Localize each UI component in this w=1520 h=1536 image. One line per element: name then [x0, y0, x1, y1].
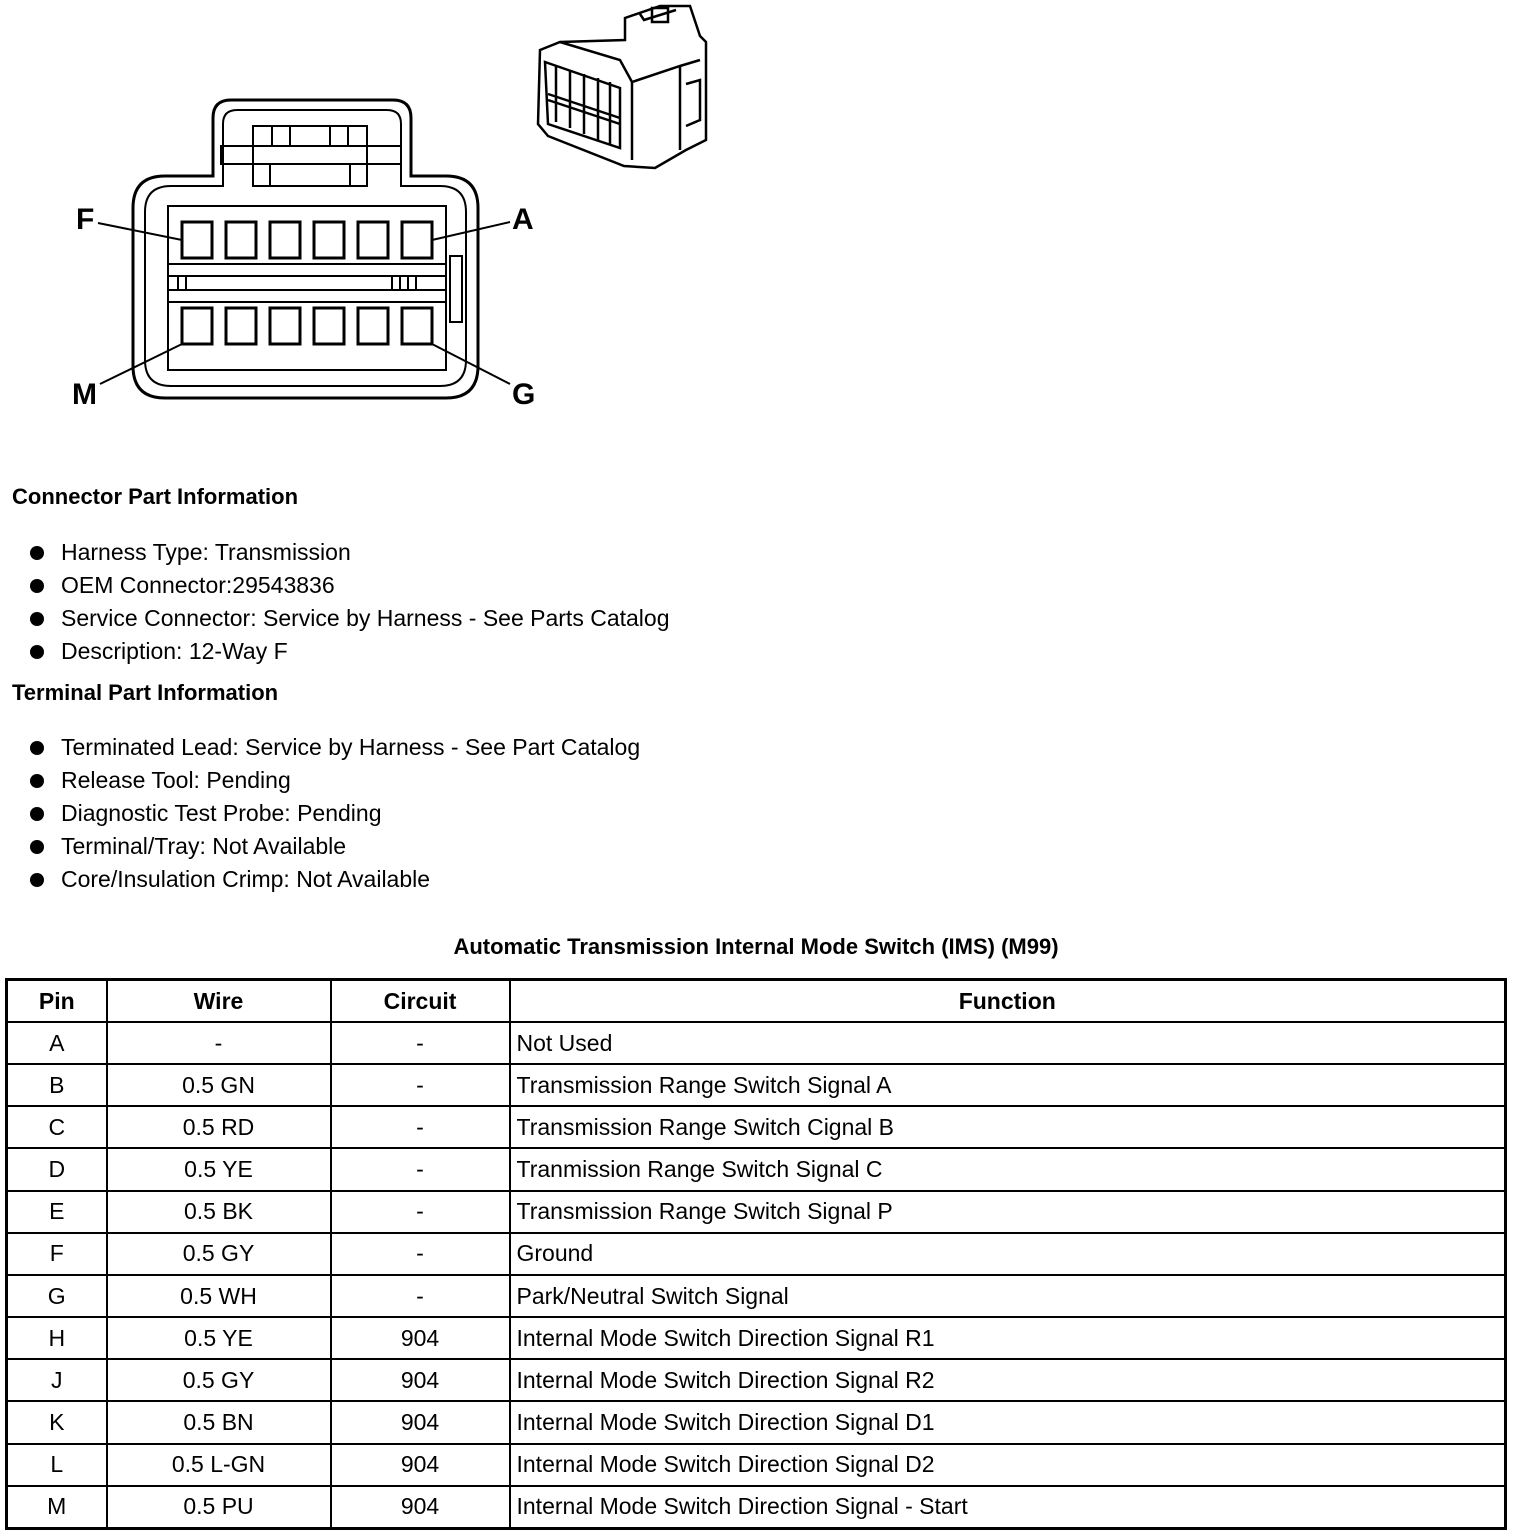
- pin-cell: J: [7, 1359, 107, 1401]
- pin-cell: H: [7, 1317, 107, 1359]
- connector-diagram: [0, 0, 760, 430]
- table-header-row: [7, 980, 1506, 1023]
- list-item: OEM Connector:29543836: [28, 569, 670, 602]
- circuit-cell: -: [331, 1191, 510, 1233]
- circuit-cell: 904: [331, 1401, 510, 1443]
- list-item: Service Connector: Service by Harness - See Parts Catalog: [28, 602, 670, 635]
- function-cell: Ground: [510, 1233, 1506, 1275]
- circuit-cell: 904: [331, 1359, 510, 1401]
- table-row: [7, 1401, 1506, 1443]
- function-cell: Internal Mode Switch Direction Signal - Start: [510, 1486, 1506, 1529]
- circuit-cell: -: [331, 1022, 510, 1064]
- pin-cell: A: [7, 1022, 107, 1064]
- wire-cell: 0.5 YE: [107, 1317, 331, 1359]
- circuit-cell: -: [331, 1106, 510, 1148]
- wire-cell: 0.5 WH: [107, 1275, 331, 1317]
- table-row: [7, 1317, 1506, 1359]
- connector-info-list: [28, 536, 670, 668]
- pin-label-g: G: [512, 378, 536, 411]
- function-cell: Internal Mode Switch Direction Signal R2: [510, 1359, 1506, 1401]
- wire-cell: 0.5 BK: [107, 1191, 331, 1233]
- wire-cell: 0.5 YE: [107, 1148, 331, 1190]
- circuit-cell: -: [331, 1064, 510, 1106]
- pin-cell: D: [7, 1148, 107, 1190]
- pin-label-a: A: [512, 203, 534, 236]
- connector-face-outline: [133, 100, 478, 398]
- table-row: [7, 1233, 1506, 1275]
- connector-info-heading: Connector Part Information: [12, 484, 299, 509]
- column-header-wire: Wire: [107, 980, 331, 1023]
- list-item: Release Tool: Pending: [28, 764, 640, 797]
- terminal-info-list: [28, 731, 640, 896]
- function-cell: Park/Neutral Switch Signal: [510, 1275, 1506, 1317]
- wire-cell: 0.5 BN: [107, 1401, 331, 1443]
- table-row: [7, 1444, 1506, 1486]
- column-header-circuit: Circuit: [331, 980, 510, 1023]
- pin-cell: B: [7, 1064, 107, 1106]
- table-row: [7, 1486, 1506, 1529]
- circuit-cell: 904: [331, 1486, 510, 1529]
- pin-cell: G: [7, 1275, 107, 1317]
- list-item: Core/Insulation Crimp: Not Available: [28, 863, 640, 896]
- table-row: [7, 1359, 1506, 1401]
- wire-cell: 0.5 GN: [107, 1064, 331, 1106]
- function-cell: Not Used: [510, 1022, 1506, 1064]
- function-cell: Internal Mode Switch Direction Signal D2: [510, 1444, 1506, 1486]
- wire-cell: 0.5 GY: [107, 1359, 331, 1401]
- table-row: [7, 1148, 1506, 1190]
- list-item: Harness Type: Transmission: [28, 536, 670, 569]
- function-cell: Transmission Range Switch Signal P: [510, 1191, 1506, 1233]
- table-row: [7, 1106, 1506, 1148]
- circuit-cell: 904: [331, 1317, 510, 1359]
- wire-cell: 0.5 RD: [107, 1106, 331, 1148]
- terminal-info-heading: Terminal Part Information: [12, 680, 279, 705]
- pin-cell: L: [7, 1444, 107, 1486]
- table-row: [7, 1022, 1506, 1064]
- function-cell: Internal Mode Switch Direction Signal R1: [510, 1317, 1506, 1359]
- table-title: Automatic Transmission Internal Mode Switch (IMS) (M99): [453, 934, 1059, 959]
- circuit-cell: -: [331, 1148, 510, 1190]
- pin-cell: M: [7, 1486, 107, 1529]
- circuit-cell: 904: [331, 1444, 510, 1486]
- list-item: Description: 12-Way F: [28, 635, 670, 668]
- list-item: Terminal/Tray: Not Available: [28, 830, 640, 863]
- pin-cell: F: [7, 1233, 107, 1275]
- wire-cell: 0.5 PU: [107, 1486, 331, 1529]
- wire-cell: 0.5 L-GN: [107, 1444, 331, 1486]
- circuit-cell: -: [331, 1233, 510, 1275]
- column-header-pin: Pin: [7, 980, 107, 1023]
- table-row: [7, 1191, 1506, 1233]
- wire-cell: 0.5 GY: [107, 1233, 331, 1275]
- pin-cell: C: [7, 1106, 107, 1148]
- pin-cell: E: [7, 1191, 107, 1233]
- list-item: Terminated Lead: Service by Harness - See Part Catalog: [28, 731, 640, 764]
- wire-cell: -: [107, 1022, 331, 1064]
- pinout-table: [5, 978, 1507, 1530]
- function-cell: Transmission Range Switch Cignal B: [510, 1106, 1506, 1148]
- connector-3d-illustration: [538, 6, 706, 168]
- function-cell: Tranmission Range Switch Signal C: [510, 1148, 1506, 1190]
- pin-cell: K: [7, 1401, 107, 1443]
- function-cell: Transmission Range Switch Signal A: [510, 1064, 1506, 1106]
- pin-label-m: M: [72, 378, 97, 411]
- function-cell: Internal Mode Switch Direction Signal D1: [510, 1401, 1506, 1443]
- circuit-cell: -: [331, 1275, 510, 1317]
- table-row: [7, 1275, 1506, 1317]
- list-item: Diagnostic Test Probe: Pending: [28, 797, 640, 830]
- column-header-function: Function: [510, 980, 1506, 1023]
- pin-label-f: F: [76, 203, 95, 236]
- table-row: [7, 1064, 1506, 1106]
